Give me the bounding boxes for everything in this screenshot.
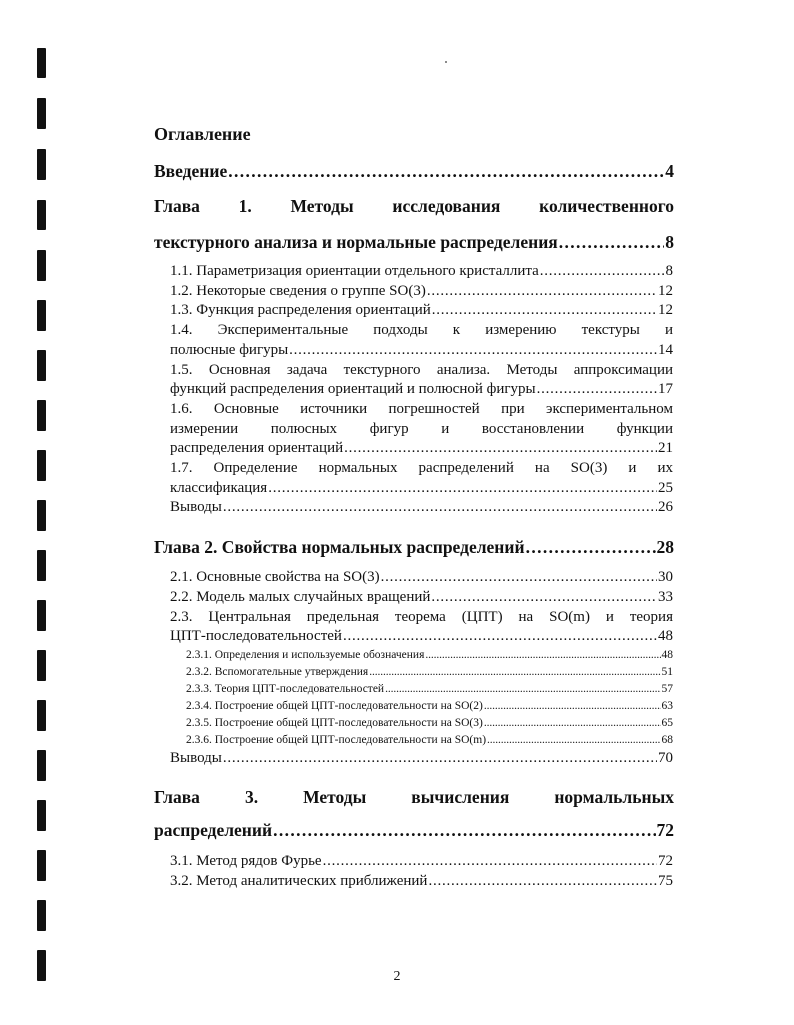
binding-hole	[37, 98, 46, 129]
dot-leader	[268, 480, 657, 497]
toc-entry-chapter-2[interactable]	[154, 537, 674, 558]
toc-entry-2-3[interactable]	[170, 628, 673, 645]
binding-hole	[37, 900, 46, 931]
entry-page: 25	[658, 480, 673, 496]
binding-holes	[37, 0, 47, 1025]
entry-page: 12	[658, 283, 673, 299]
dot-leader	[484, 700, 661, 712]
toc-entry-1-1[interactable]	[170, 263, 673, 280]
dot-leader	[537, 381, 657, 398]
dot-leader	[484, 717, 661, 729]
dot-leader	[487, 734, 660, 746]
toc-entry-1-6-line-1[interactable]: 1.6. Основные источники погрешностей при экспериментальном	[170, 401, 673, 417]
toc-entry-1-4[interactable]	[170, 342, 673, 359]
entry-page: 51	[661, 666, 673, 678]
entry-label: 1.3. Функция распределения ориентаций	[170, 302, 431, 318]
entry-page: 68	[661, 734, 673, 746]
entry-label: 1.2. Некоторые сведения о группе SO(3)	[170, 283, 426, 299]
dot-leader	[526, 537, 656, 558]
dot-leader	[273, 820, 655, 841]
entry-page: 72	[658, 853, 673, 869]
entry-page: 65	[661, 717, 673, 729]
entry-page: 48	[661, 649, 673, 661]
entry-label: 3.2. Метод аналитических приближений	[170, 873, 428, 889]
dot-leader	[223, 750, 657, 767]
entry-page: 14	[658, 342, 673, 358]
toc-entry-2-3-line-1[interactable]: 2.3. Центральная предельная теорема (ЦПТ) на SO(m) и теория	[170, 609, 673, 625]
toc-entry-intro[interactable]	[154, 161, 674, 182]
toc-entry-2-1[interactable]	[170, 569, 673, 586]
binding-hole	[37, 350, 46, 381]
toc-entry-1-2[interactable]	[170, 283, 673, 300]
entry-page: 75	[658, 873, 673, 889]
binding-hole	[37, 400, 46, 431]
entry-label: функций распределения ориентаций и полюсной фигуры	[170, 381, 536, 397]
entry-label: ЦПТ-последовательностей	[170, 628, 342, 644]
toc-entry-1-5-line-1[interactable]: 1.5. Основная задача текстурного анализа. Методы аппроксимации	[170, 362, 673, 378]
entry-page: 8	[665, 232, 674, 252]
toc-entry-1-conclusions[interactable]	[170, 499, 673, 516]
toc-entry-1-7[interactable]	[170, 480, 673, 497]
entry-label: 2.3.4. Построение общей ЦПТ-последовательности на SO(2)	[186, 700, 483, 712]
toc-entry-2-3-2[interactable]	[186, 666, 673, 678]
dot-leader	[428, 873, 657, 890]
entry-page: 28	[656, 537, 674, 557]
binding-hole	[37, 700, 46, 731]
binding-hole	[37, 750, 46, 781]
toc-title: Оглавление	[154, 124, 251, 144]
dot-leader	[559, 232, 664, 253]
binding-hole	[37, 600, 46, 631]
dot-leader	[385, 683, 660, 695]
toc-entry-1-6-line-2[interactable]: измерении полюсных фигур и восстановлении функции	[170, 421, 673, 437]
entry-page: 70	[658, 750, 673, 766]
entry-page: 26	[658, 499, 673, 515]
toc-entry-1-5[interactable]	[170, 381, 673, 398]
dot-leader	[223, 499, 657, 516]
dot-leader	[431, 589, 657, 606]
binding-hole	[37, 149, 46, 180]
binding-hole	[37, 300, 46, 331]
entry-label: Выводы	[170, 499, 222, 515]
toc-entry-3-2[interactable]	[170, 873, 673, 890]
binding-hole	[37, 850, 46, 881]
dot-leader	[425, 649, 660, 661]
toc-entry-1-6[interactable]	[170, 440, 673, 457]
binding-hole	[37, 48, 46, 78]
toc-entry-3-1[interactable]	[170, 853, 673, 870]
entry-page: 30	[658, 569, 673, 585]
dot-leader	[344, 440, 657, 457]
entry-label: 1.1. Параметризация ориентации отдельного кристаллита	[170, 263, 539, 279]
toc-entry-2-3-5[interactable]	[186, 717, 673, 729]
entry-label: 2.3.6. Построение общей ЦПТ-последовательности на SO(m)	[186, 734, 487, 746]
entry-label: Введение	[154, 161, 228, 181]
entry-label: полюсные фигуры	[170, 342, 289, 358]
toc-entry-2-3-6[interactable]	[186, 734, 673, 746]
entry-page: 17	[658, 381, 673, 397]
dot-leader	[343, 628, 657, 645]
toc-entry-chapter-1-line-1[interactable]: Глава 1. Методы исследования количественного	[154, 196, 674, 216]
entry-label: Глава 2. Свойства нормальных распределений	[154, 537, 525, 557]
toc-entry-2-3-4[interactable]	[186, 700, 673, 712]
entry-label: Выводы	[170, 750, 222, 766]
entry-label: распределений	[154, 820, 273, 840]
entry-label: классификация	[170, 480, 268, 496]
entry-label: 2.3.1. Определения и используемые обозначения	[186, 649, 425, 661]
toc-entry-chapter-1[interactable]	[154, 232, 674, 253]
dot-leader	[289, 342, 657, 359]
dot-leader	[432, 302, 657, 319]
toc-entry-2-conclusions[interactable]	[170, 750, 673, 767]
entry-page: 63	[661, 700, 673, 712]
entry-page: 4	[665, 161, 674, 181]
dot-leader	[369, 666, 660, 678]
entry-page: 21	[658, 440, 673, 456]
dot-leader	[323, 853, 657, 870]
entry-page: 33	[658, 589, 673, 605]
entry-label: 2.3.2. Вспомогательные утверждения	[186, 666, 369, 678]
dot-leader	[540, 263, 665, 280]
entry-label: 2.1. Основные свойства на SO(3)	[170, 569, 380, 585]
toc-entry-2-2[interactable]	[170, 589, 673, 606]
binding-hole	[37, 500, 46, 531]
dot-leader	[228, 161, 664, 182]
entry-page: 12	[658, 302, 673, 318]
toc-entry-2-3-3[interactable]	[186, 683, 673, 695]
scan-speck	[445, 61, 447, 63]
entry-label: 2.3.3. Теория ЦПТ-последовательностей	[186, 683, 385, 695]
toc-entry-2-3-1[interactable]	[186, 649, 673, 661]
binding-hole	[37, 200, 46, 230]
entry-page: 8	[665, 263, 673, 279]
entry-label: распределения ориентаций	[170, 440, 344, 456]
binding-hole	[37, 450, 46, 481]
binding-hole	[37, 550, 46, 581]
entry-label: 2.2. Модель малых случайных вращений	[170, 589, 431, 605]
entry-label: текстурного анализа и нормальные распределения	[154, 232, 558, 252]
binding-hole	[37, 650, 46, 681]
entry-label: 3.1. Метод рядов Фурье	[170, 853, 322, 869]
toc-entry-1-4-line-1[interactable]: 1.4. Экспериментальные подходы к измерению текстуры и	[170, 322, 673, 338]
dot-leader	[427, 283, 657, 300]
toc-entry-1-3[interactable]	[170, 302, 673, 319]
toc-entry-chapter-3[interactable]	[154, 820, 674, 841]
entry-page: 72	[656, 820, 674, 840]
dot-leader	[381, 569, 657, 586]
entry-label: 2.3.5. Построение общей ЦПТ-последовательности на SO(3)	[186, 717, 483, 729]
entry-page: 48	[658, 628, 673, 644]
binding-hole	[37, 250, 46, 281]
toc-entry-chapter-3-line-1[interactable]: Глава 3. Методы вычисления нормальльных	[154, 787, 674, 807]
binding-hole	[37, 800, 46, 831]
page-number: 2	[393, 969, 401, 984]
toc-entry-1-7-line-1[interactable]: 1.7. Определение нормальных распределений на SO(3) и их	[170, 460, 673, 476]
entry-page: 57	[661, 683, 673, 695]
